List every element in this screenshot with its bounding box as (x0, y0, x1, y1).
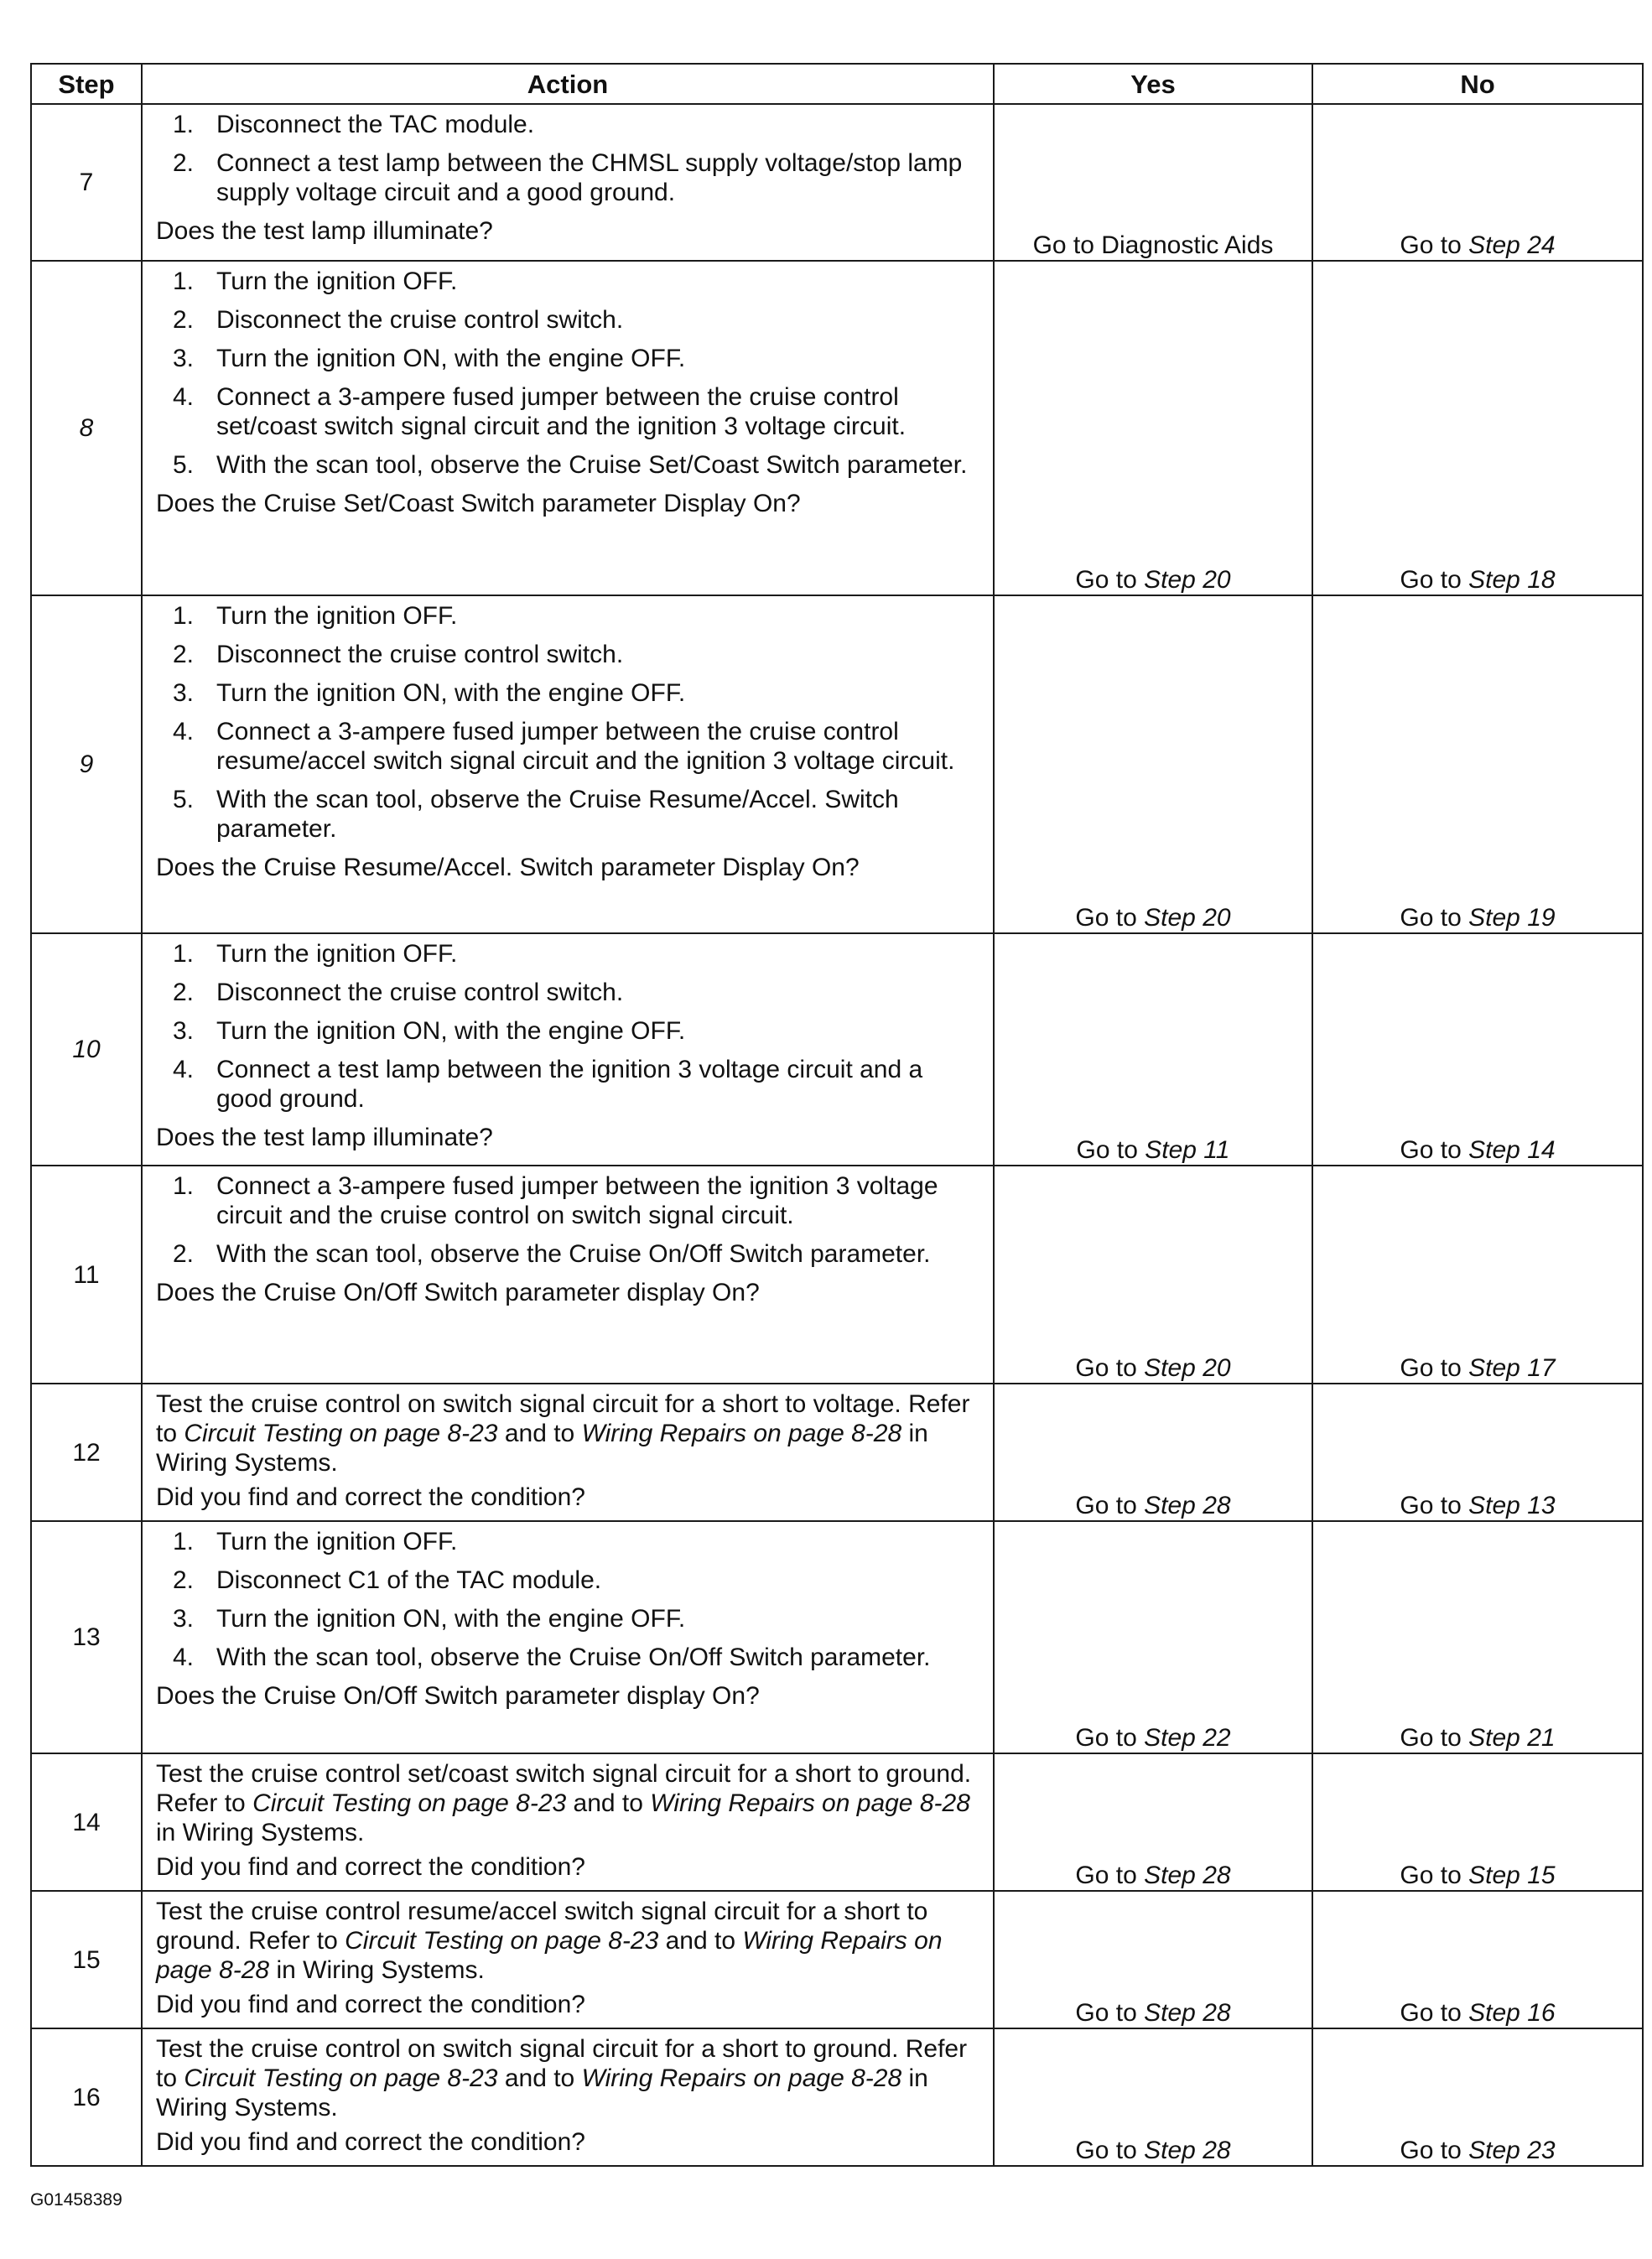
action-steps-list (156, 1171, 984, 1269)
table-row (31, 1521, 1643, 1753)
yes-result (994, 104, 1312, 261)
no-step-ref: Step 18 (1468, 566, 1556, 594)
yes-result (994, 1753, 1312, 1891)
no-result-text: Go to (1400, 904, 1469, 932)
no-result (1312, 2028, 1643, 2166)
step-number: 13 (31, 1521, 142, 1753)
action-steps-list (156, 939, 984, 1114)
action-content (143, 596, 993, 887)
list-item (156, 939, 984, 969)
yes-step-ref: Step 20 (1144, 904, 1231, 932)
header-yes: Yes (994, 64, 1312, 104)
item-number: 1. (173, 267, 195, 295)
item-text: With the scan tool, observe the Cruise Resume/Accel. Switch parameter. (216, 786, 899, 843)
table-row (31, 2028, 1643, 2166)
no-result-text: Go to (1400, 1999, 1469, 2027)
list-item (156, 305, 984, 335)
yes-result (994, 1166, 1312, 1384)
no-result-text: Go to (1400, 1492, 1469, 1519)
step-number: 10 (31, 933, 142, 1166)
item-text: Connect a 3-ampere fused jumper between the cruise control set/coast switch signal circuit and the ignition 3 voltage circuit. (216, 383, 907, 440)
no-result-text: Go to (1400, 566, 1469, 594)
action-question: Does the Cruise On/Off Switch parameter display On? (156, 1279, 760, 1306)
action-question: Does the Cruise On/Off Switch parameter display On? (156, 1682, 760, 1710)
wiring-repairs-ref: Wiring Repairs on page 8-28 (581, 1420, 902, 1447)
item-number: 3. (173, 1605, 195, 1633)
action-steps-list (156, 267, 984, 480)
item-number: 1. (173, 940, 195, 968)
list-item (156, 785, 984, 844)
list-item (156, 1016, 984, 1046)
item-number: 3. (173, 1017, 195, 1045)
paragraph-text: and to (566, 1789, 651, 1817)
yes-result-text: Go to (1075, 1724, 1145, 1752)
list-item (156, 382, 984, 441)
paragraph-text: and to (497, 1420, 582, 1447)
item-text: With the scan tool, observe the Cruise On/Off Switch parameter. (216, 1240, 931, 1268)
action-cell (142, 2028, 994, 2166)
list-item (156, 1055, 984, 1114)
no-result (1312, 1521, 1643, 1753)
list-item (156, 1171, 984, 1230)
list-item (156, 267, 984, 296)
yes-result-text: Go to (1075, 566, 1145, 594)
item-text: Disconnect the cruise control switch. (216, 979, 624, 1006)
action-question: Did you find and correct the condition? (156, 1853, 585, 1881)
list-item (156, 148, 984, 207)
action-question: Does the test lamp illuminate? (156, 217, 493, 245)
action-cell (142, 933, 994, 1166)
action-paragraph (156, 1897, 984, 1985)
table-row (31, 933, 1643, 1166)
header-action: Action (142, 64, 994, 104)
item-text: Connect a test lamp between the ignition 3 voltage circuit and a good ground. (216, 1056, 923, 1113)
item-text: Disconnect the TAC module. (216, 111, 535, 138)
action-question: Did you find and correct the condition? (156, 2128, 585, 2156)
no-result-text: Go to (1400, 1136, 1469, 1164)
yes-result (994, 1521, 1312, 1753)
action-content (143, 2029, 993, 2162)
item-text: Turn the ignition OFF. (216, 1528, 458, 1555)
paragraph-text: Test the cruise control on switch signal circuit for a short to ground. Refer to (156, 2035, 968, 2092)
action-content (143, 1892, 993, 2024)
no-result (1312, 261, 1643, 595)
item-text: Turn the ignition ON, with the engine OFF. (216, 1605, 686, 1633)
paragraph-text: and to (658, 1927, 743, 1955)
item-number: 1. (173, 602, 195, 630)
step-number: 11 (31, 1166, 142, 1384)
no-step-ref: Step 15 (1468, 1862, 1556, 1889)
table-header-row (31, 64, 1643, 104)
no-step-ref: Step 19 (1468, 904, 1556, 932)
item-number: 3. (173, 679, 195, 707)
action-paragraph (156, 1389, 984, 1477)
action-question: Does the test lamp illuminate? (156, 1124, 493, 1151)
circuit-testing-ref: Circuit Testing on page 8-23 (345, 1927, 659, 1955)
action-cell (142, 595, 994, 933)
action-content (143, 1166, 993, 1312)
paragraph-text: Test the cruise control resume/accel switch signal circuit for a short to ground. Refer to (156, 1898, 928, 1955)
step-number: 7 (31, 104, 142, 261)
no-result-text: Go to (1400, 1724, 1469, 1752)
no-result (1312, 1753, 1643, 1891)
yes-step-ref: Step 28 (1144, 1999, 1231, 2027)
table-row (31, 595, 1643, 933)
item-number: 1. (173, 1172, 195, 1200)
item-number: 4. (173, 1644, 195, 1671)
action-paragraph (156, 2034, 984, 2122)
step-number: 12 (31, 1384, 142, 1521)
table-row (31, 1166, 1643, 1384)
table-row (31, 261, 1643, 595)
item-number: 4. (173, 1056, 195, 1083)
paragraph-text: in Wiring Systems. (156, 1819, 365, 1846)
action-content (143, 1384, 993, 1517)
paragraph-text: in Wiring Systems. (156, 2064, 928, 2121)
no-result-text: Go to (1400, 231, 1469, 259)
wiring-repairs-ref: Wiring Repairs on page 8-28 (650, 1789, 970, 1817)
table-row (31, 1891, 1643, 2028)
yes-step-ref: Step 11 (1145, 1136, 1230, 1164)
list-item (156, 978, 984, 1007)
action-cell (142, 1521, 994, 1753)
list-item (156, 678, 984, 708)
action-steps-list (156, 601, 984, 844)
no-step-ref: Step 13 (1468, 1492, 1556, 1519)
item-number: 3. (173, 345, 195, 372)
paragraph-text: Test the cruise control set/coast switch signal circuit for a short to ground. Refer to (156, 1760, 972, 1817)
action-content (143, 262, 993, 523)
item-number: 2. (173, 149, 195, 177)
item-text: Turn the ignition ON, with the engine OFF. (216, 1017, 686, 1045)
yes-step-ref: Step 20 (1144, 1354, 1231, 1382)
table-row (31, 1753, 1643, 1891)
yes-step-ref: Step 28 (1144, 1492, 1231, 1519)
yes-result (994, 933, 1312, 1166)
paragraph-text: Test the cruise control on switch signal circuit for a short to voltage. Refer to (156, 1390, 970, 1447)
yes-result (994, 261, 1312, 595)
item-number: 2. (173, 641, 195, 668)
yes-step-ref: Step 28 (1144, 1862, 1231, 1889)
yes-step-ref: Step 20 (1144, 566, 1231, 594)
list-item (156, 110, 984, 139)
item-text: Connect a test lamp between the CHMSL supply voltage/stop lamp supply voltage circuit and a good ground. (216, 149, 963, 206)
item-text: Disconnect the cruise control switch. (216, 641, 624, 668)
action-content (143, 1522, 993, 1716)
no-step-ref: Step 14 (1468, 1136, 1556, 1164)
step-number: 15 (31, 1891, 142, 2028)
action-content (143, 934, 993, 1157)
no-result (1312, 104, 1643, 261)
yes-result-text: Go to (1076, 1136, 1145, 1164)
header-step: Step (31, 64, 142, 104)
action-cell (142, 1166, 994, 1384)
item-number: 2. (173, 306, 195, 334)
yes-result-text: Go to (1075, 904, 1145, 932)
no-step-ref: Step 17 (1468, 1354, 1556, 1382)
list-item (156, 1643, 984, 1672)
yes-step-ref: Step 22 (1144, 1724, 1231, 1752)
item-number: 2. (173, 979, 195, 1006)
yes-result-text: Go to (1075, 1492, 1145, 1519)
circuit-testing-ref: Circuit Testing on page 8-23 (184, 1420, 498, 1447)
item-text: With the scan tool, observe the Cruise Set/Coast Switch parameter. (216, 451, 968, 479)
yes-result-text: Go to (1075, 1354, 1145, 1382)
table-row (31, 1384, 1643, 1521)
action-content (143, 1754, 993, 1887)
list-item (156, 601, 984, 631)
no-result-text: Go to (1400, 1862, 1469, 1889)
action-question: Does the Cruise Resume/Accel. Switch parameter Display On? (156, 854, 860, 881)
yes-result-text: Go to (1075, 1999, 1145, 2027)
yes-result (994, 1891, 1312, 2028)
action-content (143, 105, 993, 251)
list-item (156, 1239, 984, 1269)
yes-result (994, 1384, 1312, 1521)
step-number: 8 (31, 261, 142, 595)
step-number: 9 (31, 595, 142, 933)
item-number: 2. (173, 1240, 195, 1268)
list-item (156, 1527, 984, 1556)
no-result (1312, 1166, 1643, 1384)
yes-result (994, 2028, 1312, 2166)
action-cell (142, 1753, 994, 1891)
item-text: Turn the ignition OFF. (216, 940, 458, 968)
action-question: Did you find and correct the condition? (156, 1483, 585, 1511)
item-number: 4. (173, 383, 195, 411)
list-item (156, 640, 984, 669)
yes-result-text: Go to (1075, 2137, 1145, 2164)
item-number: 5. (173, 786, 195, 813)
action-question: Did you find and correct the condition? (156, 1991, 585, 2018)
item-text: Connect a 3-ampere fused jumper between the cruise control resume/accel switch signal circuit and the ignition 3 voltage circuit. (216, 718, 955, 775)
no-result (1312, 933, 1643, 1166)
no-result-text: Go to (1400, 1354, 1469, 1382)
action-steps-list (156, 110, 984, 207)
yes-result-text: Go to (1075, 1862, 1145, 1889)
paragraph-text: in Wiring Systems. (156, 1420, 928, 1477)
item-number: 2. (173, 1566, 195, 1594)
table-row (31, 104, 1643, 261)
yes-result-text: Go to Diagnostic Aids (1032, 231, 1274, 259)
yes-result (994, 595, 1312, 933)
no-result (1312, 1891, 1643, 2028)
step-number: 14 (31, 1753, 142, 1891)
yes-step-ref: Step 28 (1144, 2137, 1231, 2164)
no-result (1312, 595, 1643, 933)
action-steps-list (156, 1527, 984, 1672)
list-item (156, 450, 984, 480)
item-text: Turn the ignition ON, with the engine OFF. (216, 345, 686, 372)
item-number: 5. (173, 451, 195, 479)
item-text: Turn the ignition ON, with the engine OFF. (216, 679, 686, 707)
step-number: 16 (31, 2028, 142, 2166)
no-step-ref: Step 24 (1468, 231, 1556, 259)
no-result (1312, 1384, 1643, 1521)
action-question: Does the Cruise Set/Coast Switch parameter Display On? (156, 490, 801, 517)
list-item (156, 1566, 984, 1595)
action-cell (142, 261, 994, 595)
no-step-ref: Step 23 (1468, 2137, 1556, 2164)
item-text: With the scan tool, observe the Cruise On/Off Switch parameter. (216, 1644, 931, 1671)
figure-id: G01458389 (30, 2190, 122, 2210)
paragraph-text: and to (497, 2064, 582, 2092)
no-step-ref: Step 21 (1468, 1724, 1556, 1752)
header-no: No (1312, 64, 1643, 104)
action-cell (142, 104, 994, 261)
item-text: Connect a 3-ampere fused jumper between the ignition 3 voltage circuit and the cruise control on switch signal circuit. (216, 1172, 938, 1229)
item-number: 1. (173, 1528, 195, 1555)
list-item (156, 1604, 984, 1633)
circuit-testing-ref: Circuit Testing on page 8-23 (252, 1789, 567, 1817)
wiring-repairs-ref: Wiring Repairs on page 8-28 (581, 2064, 902, 2092)
table-body (31, 104, 1643, 2166)
list-item (156, 344, 984, 373)
paragraph-text: in Wiring Systems. (269, 1956, 485, 1984)
wiring-repairs-ref: Wiring Repairs on page 8-28 (156, 1927, 943, 1984)
action-cell (142, 1384, 994, 1521)
diagnostic-table (30, 63, 1644, 2167)
list-item (156, 717, 984, 776)
item-text: Disconnect the cruise control switch. (216, 306, 624, 334)
no-result-text: Go to (1400, 2137, 1469, 2164)
circuit-testing-ref: Circuit Testing on page 8-23 (184, 2064, 498, 2092)
item-text: Turn the ignition OFF. (216, 267, 458, 295)
action-paragraph (156, 1759, 984, 1847)
item-number: 1. (173, 111, 195, 138)
action-cell (142, 1891, 994, 2028)
item-text: Turn the ignition OFF. (216, 602, 458, 630)
item-text: Disconnect C1 of the TAC module. (216, 1566, 602, 1594)
item-number: 4. (173, 718, 195, 745)
no-step-ref: Step 16 (1468, 1999, 1556, 2027)
